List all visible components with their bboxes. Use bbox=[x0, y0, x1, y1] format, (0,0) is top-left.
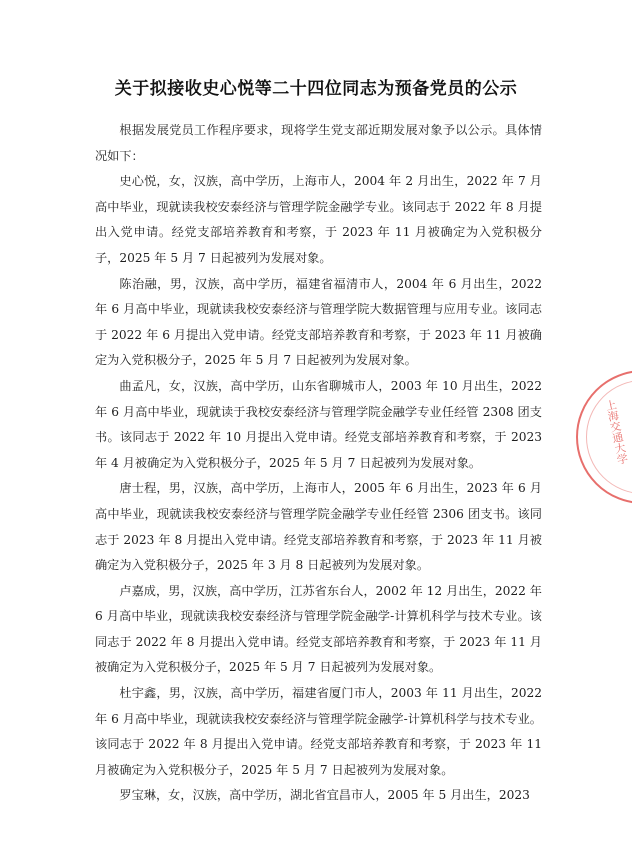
document-title: 关于拟接收史心悦等二十四位同志为预备党员的公示 bbox=[114, 79, 518, 99]
candidate-paragraph: 罗宝琳，女，汉族，高中学历，湖北省宜昌市人，2005 年 5 月出生，2023 bbox=[119, 788, 530, 803]
candidate-paragraph: 史心悦，女，汉族，高中学历，上海市人，2004 年 2 月出生，2022 年 7 月高中毕业，现就读我校安泰经济与管理学院金融学专业。该同志于 2022 年 8 月提出入党申请。经党支部培养教育和考察，于 2023 年 11 月被确定为入党积极分子，2025 年 5 月 7 日起被列为发展对象。 bbox=[95, 174, 542, 265]
candidate-paragraph: 曲孟凡，女，汉族，高中学历，山东省聊城市人，2003 年 10 月出生，2022 年 6 月高中毕业，现就读于我校安泰经济与管理学院金融学专业任经管 2308 团支书。该同志于 2022 年 10 月提出入党申请。经党支部培养教育和考察，于 2023 年 4 月被确定为入党积极分子，2025 年 5 月 7 日起被列为发展对象。 bbox=[95, 378, 542, 470]
document-body bbox=[95, 118, 542, 809]
candidate-paragraph: 卢嘉成，男，汉族，高中学历，江苏省东台人，2002 年 12 月出生，2022 年 6 月高中毕业，现就读我校安泰经济与管理学院金融学-计算机科学与技术专业。该同志于 2022 年 8 月提出入党申请。经党支部培养教育和考察，于 2023 年 11 月被确定为入党积极分子，2025 年 5 月 7 日起被列为发展对象。 bbox=[95, 583, 542, 675]
candidate-paragraph: 杜宇鑫，男，汉族，高中学历，福建省厦门市人，2003 年 11 月出生，2022 年 6 月高中毕业，现就读我校安泰经济与管理学院金融学-计算机科学与技术专业。该同志于 2022 年 8 月提出入党申请。经党支部培养教育和考察，于 2023 年 11 月被确定为入党积极分子，2025 年 5 月 7 日起被列为发展对象。 bbox=[95, 686, 542, 777]
candidate-paragraph: 唐士程，男，汉族，高中学历，上海市人，2005 年 6 月出生，2023 年 6 月高中毕业，现就读我校安泰经济与管理学院金融学专业任经管 2306 团支书。该同志于 2023 年 8 月提出入党申请。经党支部培养教育和考察，于 2023 年 11 月被确定为入党积极分子，2025 年 3 月 8 日起被列为发展对象。 bbox=[95, 481, 542, 573]
candidate-paragraph: 陈治融，男，汉族，高中学历，福建省福清市人，2004 年 6 月出生，2022 年 6 月高中毕业，现就读我校安泰经济与管理学院大数据管理与应用专业。该同志于 2022 年 6 月提出入党申请。经党支部培养教育和考察，于 2023 年 11 月被确定为入党积极分子，2025 年 5 月 7 日起被列为发展对象。 bbox=[95, 276, 542, 368]
intro-paragraph: 根据发展党员工作程序要求，现将学生党支部近期发展对象予以公示。具体情况如下： bbox=[95, 123, 542, 163]
seal-text: 上海交通大学 bbox=[602, 398, 630, 466]
official-seal-stamp bbox=[576, 370, 632, 504]
